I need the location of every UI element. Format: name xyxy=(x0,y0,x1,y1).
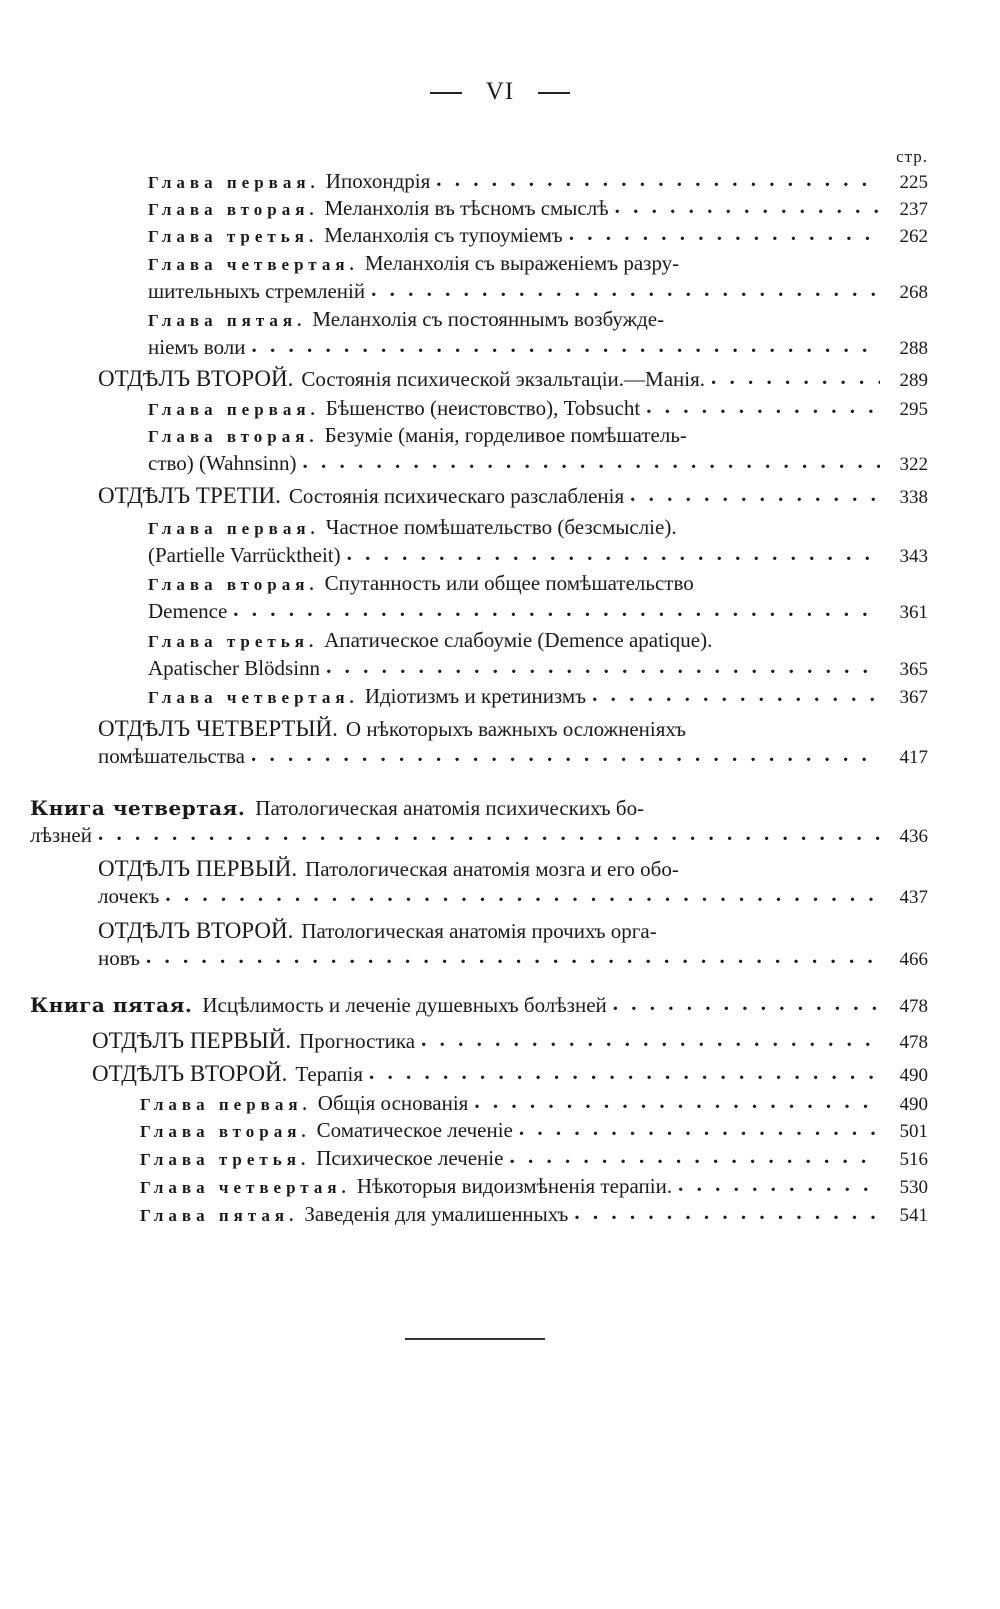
entry-title: Психическое леченіе xyxy=(316,1146,504,1170)
toc-entry xyxy=(98,715,928,771)
page-number: 516 xyxy=(899,1149,928,1170)
entry-title: Безуміе (манія, горделивое помѣшатель- xyxy=(324,423,687,447)
toc-entry xyxy=(148,250,928,306)
page-column-label: стр. xyxy=(896,147,928,166)
chapter-prefix: Глава первая. xyxy=(148,519,320,538)
page-number: 295 xyxy=(899,399,928,420)
toc-entry xyxy=(140,1090,928,1118)
entry-title: Спутанность или общее помѣшательство xyxy=(324,571,694,595)
page-header xyxy=(0,78,1000,106)
page-number: 478 xyxy=(899,1032,928,1053)
chapter-prefix: Глава третья. xyxy=(140,1150,311,1169)
toc-entry xyxy=(30,795,928,850)
chapter-prefix: Глава третья. xyxy=(148,227,319,246)
section-prefix: ОТДѢЛЪ ПЕРВЫЙ. xyxy=(92,1028,292,1053)
chapter-prefix: Глава пятая. xyxy=(148,311,307,330)
book-prefix: Книга пятая. xyxy=(30,993,193,1017)
entry-title: Апатическое слабоуміе (Demence apatique). xyxy=(324,628,713,652)
entry-title: Бѣшенство (неистовство), Tobsucht xyxy=(325,396,641,420)
toc-entry xyxy=(148,422,928,478)
toc-entry xyxy=(98,917,928,973)
page-number: 530 xyxy=(899,1177,928,1198)
entry-title: Исцѣлимость и леченіе душевныхъ болѣзней xyxy=(202,993,607,1017)
page-number: 365 xyxy=(899,659,928,680)
section-prefix: ОТДѢЛЪ ПЕРВЫЙ. xyxy=(98,856,298,881)
entry-title: Меланхолія въ тѣсномъ смыслѣ xyxy=(324,196,609,220)
chapter-prefix: Глава четвертая. xyxy=(140,1178,351,1197)
toc-entry xyxy=(92,1060,928,1089)
page-number: 343 xyxy=(899,546,928,567)
page-number: 437 xyxy=(899,887,928,908)
page-number: 490 xyxy=(899,1094,928,1115)
entry-continuation: ство) (Wahnsinn) xyxy=(148,451,297,475)
toc-entry xyxy=(148,395,928,423)
page-number: 322 xyxy=(899,454,928,475)
page-number: 501 xyxy=(899,1121,928,1142)
entry-title: Патологическая анатомія мозга и его обо- xyxy=(305,857,679,881)
page-number: 367 xyxy=(899,687,928,708)
page-number: 541 xyxy=(899,1205,928,1226)
entry-title: Состоянія психической экзальтаціи.—Манія. xyxy=(301,367,706,391)
entry-title: Соматическое леченіе xyxy=(316,1118,513,1142)
page-numeral: VI xyxy=(485,78,515,105)
toc-entry xyxy=(148,627,928,683)
page-number: 361 xyxy=(899,602,928,623)
entry-title: Терапія xyxy=(295,1062,363,1086)
entry-continuation: Apatischer Blödsinn xyxy=(148,656,321,680)
page-number: 262 xyxy=(899,226,928,247)
entry-title: Ипохондрія xyxy=(325,169,431,193)
end-rule xyxy=(405,1338,545,1340)
toc-entry xyxy=(148,683,928,711)
chapter-prefix: Глава первая. xyxy=(148,173,320,192)
chapter-prefix: Глава пятая. xyxy=(140,1206,299,1225)
entry-continuation: ніемъ воли xyxy=(148,335,246,359)
book-prefix: Книга четвертая. xyxy=(30,796,246,820)
entry-title: Общія основанія xyxy=(317,1091,469,1115)
section-prefix: ОТДѢЛЪ ЧЕТВЕРТЫЙ. xyxy=(98,716,338,741)
section-prefix: ОТДѢЛЪ ВТОРОЙ. xyxy=(98,366,294,391)
toc-entry xyxy=(92,1027,928,1056)
toc-entry xyxy=(140,1201,928,1229)
entry-title: Меланхолія съ тупоуміемъ xyxy=(324,223,563,247)
header-dash-left xyxy=(430,92,462,94)
toc-entry xyxy=(30,992,928,1020)
section-prefix: ОТДѢЛЪ ТРЕТІИ. xyxy=(98,483,281,508)
chapter-prefix: Глава третья. xyxy=(148,632,319,651)
section-prefix: ОТДѢЛЪ ВТОРОЙ. xyxy=(98,918,294,943)
entry-title: Состоянія психическаго разслабленія xyxy=(288,484,625,508)
chapter-prefix: Глава первая. xyxy=(148,400,320,419)
page-number: 478 xyxy=(899,996,928,1017)
entry-continuation: Demence xyxy=(148,599,228,623)
toc-entry xyxy=(98,482,928,511)
chapter-prefix: Глава вторая. xyxy=(140,1122,311,1141)
toc-entry xyxy=(98,855,928,911)
page-number: 436 xyxy=(899,826,928,847)
toc-entry xyxy=(148,514,928,570)
entry-title: Патологическая анатомія прочихъ орга- xyxy=(301,919,657,943)
chapter-prefix: Глава вторая. xyxy=(148,427,319,446)
entry-title: Меланхолія съ постояннымъ возбужде- xyxy=(312,307,665,331)
entry-continuation: новъ xyxy=(98,946,140,970)
toc-entry xyxy=(140,1145,928,1173)
toc-entry xyxy=(140,1173,928,1201)
entry-continuation: лочекъ xyxy=(98,884,160,908)
entry-continuation: помѣшательства xyxy=(98,744,245,768)
chapter-prefix: Глава вторая. xyxy=(148,200,319,219)
entry-title: Патологическая анатомія психическихъ бо- xyxy=(255,796,645,820)
entry-title: Прогностика xyxy=(299,1029,416,1053)
toc-entry xyxy=(148,306,928,362)
entry-title: Нѣкоторыя видоизмѣненія терапіи. xyxy=(356,1174,673,1198)
toc-entry xyxy=(148,222,928,250)
chapter-prefix: Глава вторая. xyxy=(148,575,319,594)
entry-continuation: лѣзней xyxy=(30,823,92,847)
page-number: 225 xyxy=(899,172,928,193)
page-number: 289 xyxy=(899,370,928,391)
chapter-prefix: Глава четвертая. xyxy=(148,255,359,274)
page-number: 268 xyxy=(899,282,928,303)
toc-entry xyxy=(140,1117,928,1145)
toc-entry xyxy=(148,195,928,223)
entry-continuation: шительныхъ стремленій xyxy=(148,279,366,303)
page-number: 466 xyxy=(899,949,928,970)
entry-title: О нѣкоторыхъ важныхъ осложненіяхъ xyxy=(345,717,686,741)
header-dash-right xyxy=(538,92,570,94)
entry-title: Заведенія для умалишенныхъ xyxy=(304,1202,569,1226)
toc-entry xyxy=(148,168,928,196)
entry-title: Частное помѣшательство (безсмысліе). xyxy=(325,515,677,539)
toc-entry xyxy=(98,365,928,394)
page-number: 417 xyxy=(899,747,928,768)
entry-continuation: (Partielle Varrücktheit) xyxy=(148,543,341,567)
entry-title: Идіотизмъ и кретинизмъ xyxy=(364,684,587,708)
entry-title: Меланхолія съ выраженіемъ разру- xyxy=(364,251,680,275)
section-prefix: ОТДѢЛЪ ВТОРОЙ. xyxy=(92,1061,288,1086)
page-number: 237 xyxy=(899,199,928,220)
chapter-prefix: Глава первая. xyxy=(140,1095,312,1114)
page-number: 288 xyxy=(899,338,928,359)
chapter-prefix: Глава четвертая. xyxy=(148,688,359,707)
page-number: 338 xyxy=(899,487,928,508)
page-number: 490 xyxy=(899,1065,928,1086)
toc-entry xyxy=(148,570,928,626)
